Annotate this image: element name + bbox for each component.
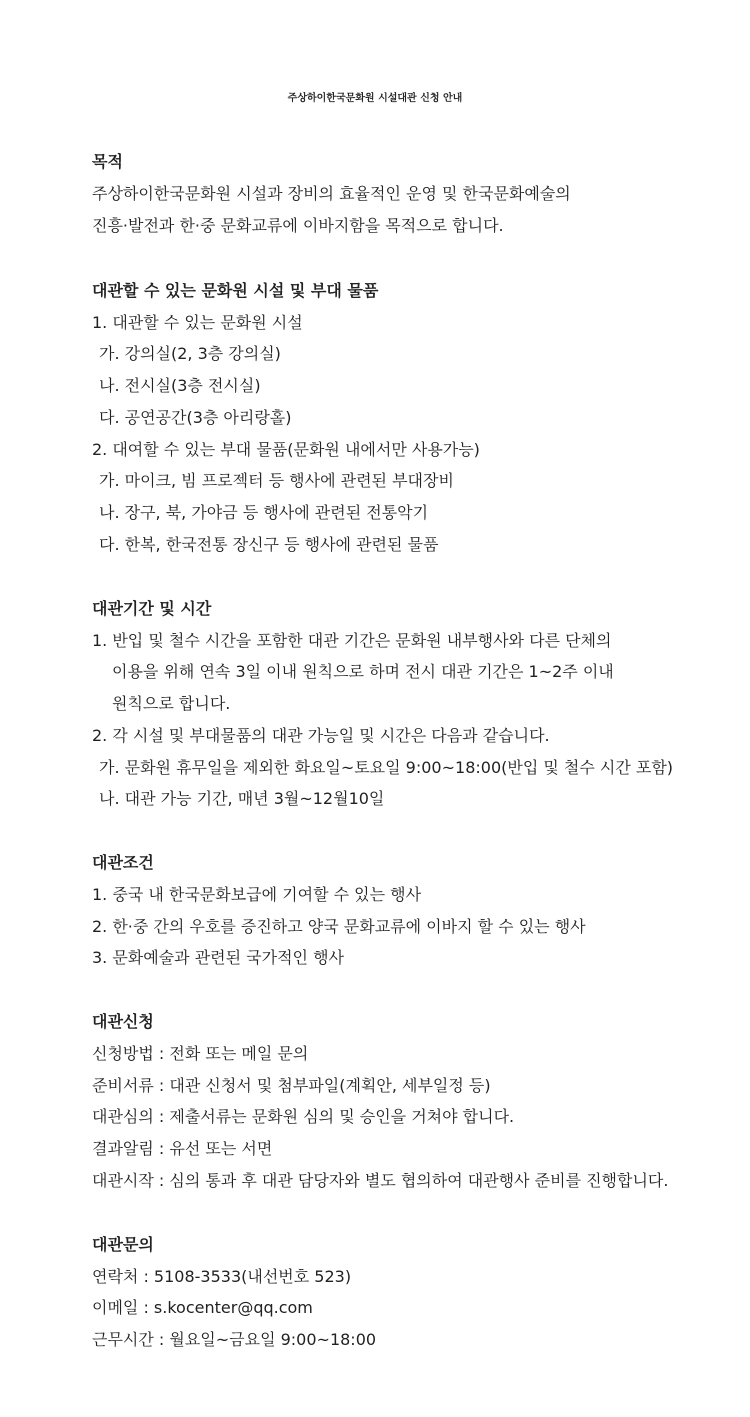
application-item: 대관심의 : 제출서류는 문화원 심의 및 승인을 거쳐야 합니다. [92,1107,515,1126]
inquiry-email: 이메일 : s.kocenter@qq.com [92,1298,313,1317]
period-item-1-continued: 원칙으로 합니다. [112,694,231,713]
inquiry-phone: 연락처 : 5108-3533(내선번호 523) [92,1267,352,1286]
purpose-text-line: 주상하이한국문화원 시설과 장비의 효율적인 운영 및 한국문화예술의 [92,184,571,203]
period-item-2: 2. 각 시설 및 부대물품의 대관 가능일 및 시간은 다음과 같습니다. [92,726,550,745]
purpose-text-line: 진흥·발전과 한·중 문화교류에 이바지함을 목적으로 합니다. [92,216,504,235]
section-heading-inquiry: 대관문의 [92,1235,154,1254]
conditions-item: 2. 한·중 간의 우호를 증진하고 양국 문화교류에 이바지 할 수 있는 행사 [92,917,586,936]
facilities-item-1-sub: 나. 전시실(3층 전시실) [99,376,261,395]
inquiry-hours: 근무시간 : 월요일~금요일 9:00~18:00 [92,1330,377,1349]
section-heading-purpose: 목적 [92,152,123,171]
facilities-item-1-sub: 가. 강의실(2, 3층 강의실) [99,344,281,363]
application-item: 신청방법 : 전화 또는 메일 문의 [92,1044,309,1063]
period-item-2-sub: 가. 문화원 휴무일을 제외한 화요일~토요일 9:00~18:00(반입 및 철수 시간 포함) [99,758,674,777]
section-heading-period: 대관기간 및 시간 [92,599,212,618]
conditions-item: 3. 문화예술과 관련된 국가적인 행사 [92,948,344,967]
application-item: 결과알림 : 유선 또는 서면 [92,1139,273,1158]
period-item-1-continued: 이용을 위해 연속 3일 이내 원칙으로 하며 전시 대관 기간은 1~2주 이내 [112,662,614,681]
facilities-item-2-sub: 가. 마이크, 빔 프로젝터 등 행사에 관련된 부대장비 [99,471,454,490]
conditions-item: 1. 중국 내 한국문화보급에 기여할 수 있는 행사 [92,885,422,904]
application-item: 대관시작 : 심의 통과 후 대관 담당자와 별도 협의하여 대관행사 준비를 진행합니다. [92,1171,669,1190]
section-heading-application: 대관신청 [92,1012,154,1031]
page-title: 주상하이한국문화원 시설대관 신청 안내 [287,93,463,104]
facilities-item-1: 1. 대관할 수 있는 문화원 시설 [92,313,303,332]
section-heading-conditions: 대관조건 [92,853,154,872]
facilities-item-2-sub: 나. 장구, 북, 가야금 등 행사에 관련된 전통악기 [99,503,429,522]
facilities-item-2: 2. 대여할 수 있는 부대 물품(문화원 내에서만 사용가능) [92,440,480,459]
period-item-2-sub: 나. 대관 가능 기간, 매년 3월~12월10일 [99,789,385,808]
section-heading-facilities: 대관할 수 있는 문화원 시설 및 부대 물품 [92,281,379,300]
facilities-item-2-sub: 다. 한복, 한국전통 장신구 등 행사에 관련된 물품 [99,535,439,554]
period-item-1: 1. 반입 및 철수 시간을 포함한 대관 기간은 문화원 내부행사와 다른 단체의 [92,631,612,650]
facilities-item-1-sub: 다. 공연공간(3층 아리랑홀) [99,408,292,427]
application-item: 준비서류 : 대관 신청서 및 첨부파일(계획안, 세부일정 등) [92,1076,491,1095]
